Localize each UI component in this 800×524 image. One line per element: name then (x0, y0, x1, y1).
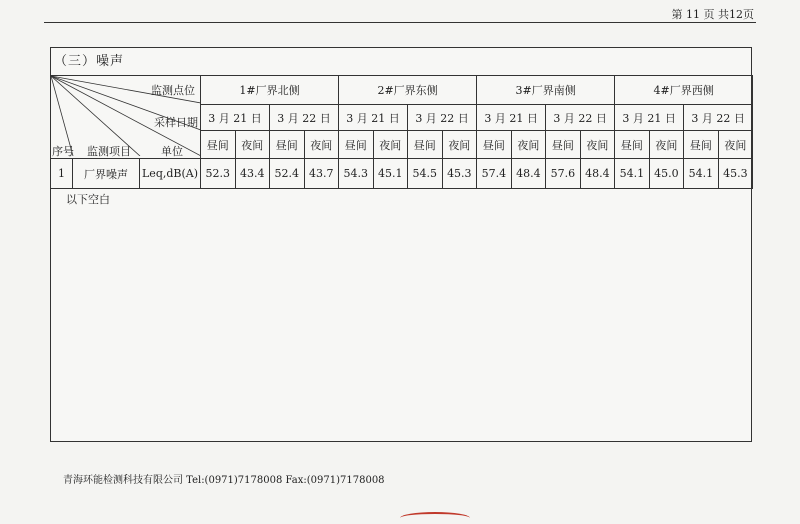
date-header: 3 月 21 日 (477, 105, 546, 131)
period-header: 夜间 (718, 131, 753, 159)
period-header: 昼间 (201, 131, 236, 159)
corner-item-label: 监测项目 (87, 145, 131, 158)
value-cell: 48.4 (511, 159, 546, 189)
period-header: 夜间 (511, 131, 546, 159)
point-header-3: 3#厂界南侧 (477, 76, 615, 105)
period-header: 夜间 (304, 131, 339, 159)
header-rule (44, 22, 756, 23)
point-header-2: 2#厂界东侧 (339, 76, 477, 105)
value-cell: 54.1 (615, 159, 650, 189)
period-header: 昼间 (477, 131, 512, 159)
date-header: 3 月 22 日 (408, 105, 477, 131)
corner-point-label: 监测点位 (151, 84, 195, 97)
corner-date-label: 采样日期 (154, 116, 198, 129)
unit-cell: Leq,dB(A) (140, 159, 201, 189)
value-cell: 43.7 (304, 159, 339, 189)
value-cell: 45.3 (442, 159, 477, 189)
value-cell: 45.0 (649, 159, 684, 189)
corner-seq-label: 序号 (52, 145, 74, 158)
period-header: 昼间 (546, 131, 581, 159)
point-header-4: 4#厂界西侧 (615, 76, 753, 105)
value-cell: 52.3 (201, 159, 236, 189)
noise-table (50, 75, 753, 189)
value-cell: 54.3 (339, 159, 374, 189)
page-number: 第 11 页 共12页 (671, 8, 754, 21)
date-header: 3 月 21 日 (201, 105, 270, 131)
value-cell: 54.1 (684, 159, 719, 189)
period-header: 夜间 (373, 131, 408, 159)
value-cell: 43.4 (235, 159, 270, 189)
date-header: 3 月 21 日 (615, 105, 684, 131)
seq-cell: 1 (51, 159, 73, 189)
value-cell: 45.3 (718, 159, 753, 189)
period-header: 昼间 (270, 131, 305, 159)
footer-company-info: 青海环能检测科技有限公司 Tel:(0971)7178008 Fax:(0971)7178008 (63, 475, 385, 486)
period-header: 昼间 (408, 131, 443, 159)
date-header: 3 月 22 日 (270, 105, 339, 131)
value-cell: 57.4 (477, 159, 512, 189)
date-header: 3 月 22 日 (546, 105, 615, 131)
point-header-1: 1#厂界北侧 (201, 76, 339, 105)
corner-unit-label: 单位 (161, 145, 183, 158)
table-row (51, 159, 753, 189)
period-header: 夜间 (649, 131, 684, 159)
section-title: （三）噪声 (54, 54, 125, 69)
period-header: 夜间 (442, 131, 477, 159)
value-cell: 54.5 (408, 159, 443, 189)
value-cell: 45.1 (373, 159, 408, 189)
date-header: 3 月 22 日 (684, 105, 753, 131)
value-cell: 48.4 (580, 159, 615, 189)
value-cell: 52.4 (270, 159, 305, 189)
seal-stamp-edge (400, 512, 470, 524)
date-header: 3 月 21 日 (339, 105, 408, 131)
value-cell: 57.6 (546, 159, 581, 189)
period-header: 昼间 (615, 131, 650, 159)
period-header: 夜间 (580, 131, 615, 159)
period-header: 夜间 (235, 131, 270, 159)
period-header: 昼间 (339, 131, 374, 159)
period-header: 昼间 (684, 131, 719, 159)
item-cell: 厂界噪声 (73, 159, 140, 189)
remark-blank-below: 以下空白 (66, 193, 110, 206)
